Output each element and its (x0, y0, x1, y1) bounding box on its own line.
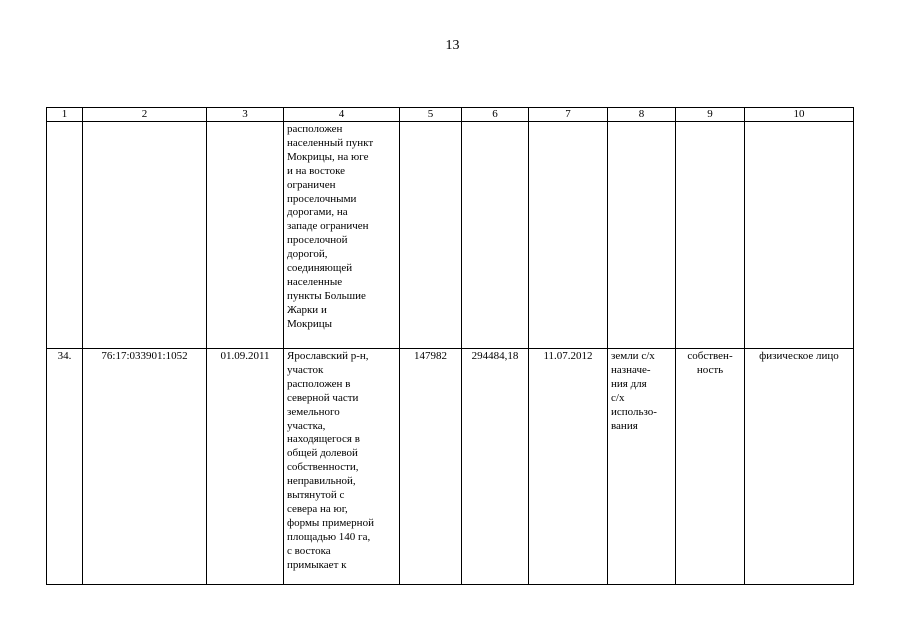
cell-date-2 (529, 122, 608, 349)
cell-value: 294484,18 (462, 349, 529, 585)
header-cell-6: 6 (462, 108, 529, 122)
cell-number: 34. (47, 349, 83, 585)
land-plots-table (46, 107, 854, 585)
cell-value (462, 122, 529, 349)
table-row (47, 349, 854, 585)
cell-right-type (676, 122, 745, 349)
cell-date (207, 122, 284, 349)
header-cell-5: 5 (400, 108, 462, 122)
cell-owner (745, 122, 854, 349)
cell-land-category: земли с/х назначе- ния для с/х использо- вания (608, 349, 676, 585)
cell-land-category (608, 122, 676, 349)
cell-cadastral-number (83, 122, 207, 349)
cell-cadastral-number: 76:17:033901:1052 (83, 349, 207, 585)
header-row (47, 108, 854, 122)
cell-area: 147982 (400, 349, 462, 585)
header-cell-3: 3 (207, 108, 284, 122)
header-cell-4: 4 (284, 108, 400, 122)
cell-right-type: собствен- ность (676, 349, 745, 585)
header-cell-1: 1 (47, 108, 83, 122)
cell-area (400, 122, 462, 349)
header-cell-9: 9 (676, 108, 745, 122)
header-cell-10: 10 (745, 108, 854, 122)
cell-owner: физическое лицо (745, 349, 854, 585)
header-cell-2: 2 (83, 108, 207, 122)
cell-location: расположен населенный пункт Мокрицы, на юге и на востоке ограничен проселочными дорогами, на западе ограничен проселочной дорогой, соединяющей населенные пункты Большие Жарки и Мокрицы (284, 122, 400, 349)
cell-number (47, 122, 83, 349)
cell-location: Ярославский р-н, участок расположен в северной части земельного участка, находящегося в общей долевой собственности, неправильной, вытянутой с севера на юг, формы примерной площадью 140 га, с востока примыкает к (284, 349, 400, 585)
cell-date: 01.09.2011 (207, 349, 284, 585)
cell-date-2: 11.07.2012 (529, 349, 608, 585)
table-row (47, 122, 854, 349)
header-cell-8: 8 (608, 108, 676, 122)
page-number: 13 (445, 38, 460, 53)
header-cell-7: 7 (529, 108, 608, 122)
